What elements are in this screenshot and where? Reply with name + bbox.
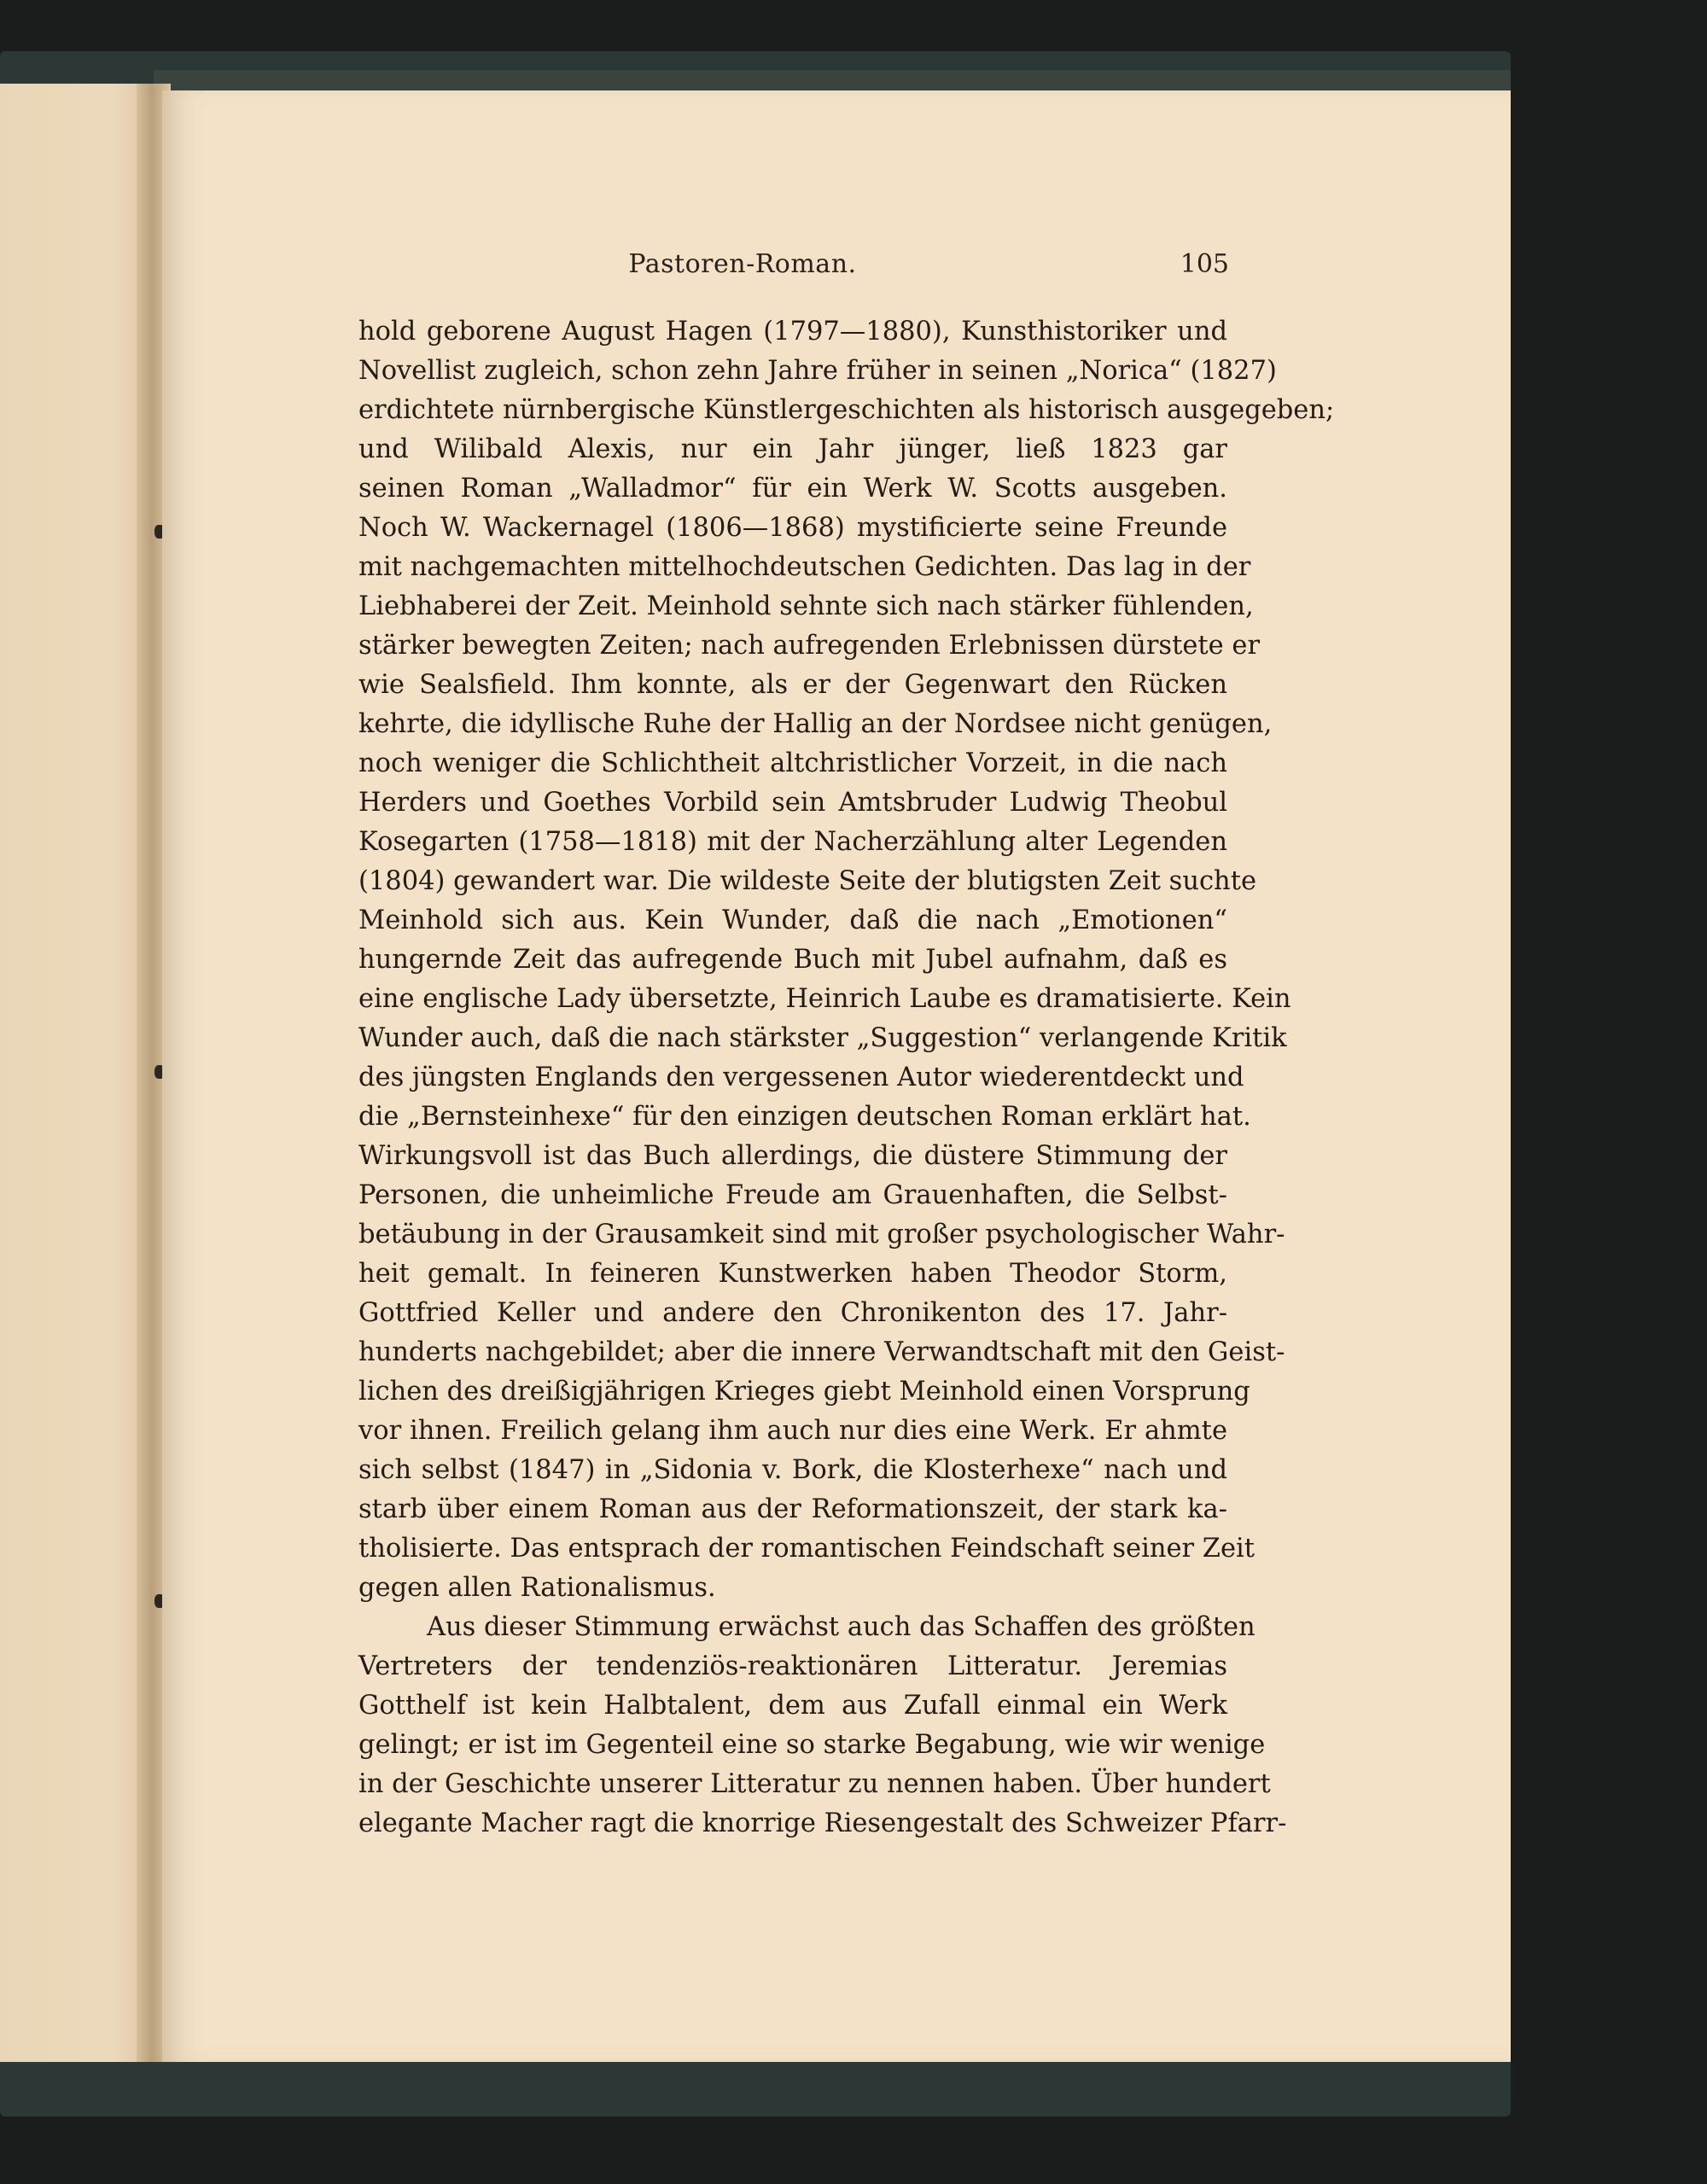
text-line: betäubung in der Grausamkeit sind mit großer psychologischer Wahr- bbox=[358, 1220, 1285, 1249]
page-number: 105 bbox=[1180, 249, 1229, 279]
text-line: Aus dieser Stimmung erwächst auch das Schaffen des größten bbox=[427, 1612, 1255, 1642]
text-line: gelingt; er ist im Gegenteil eine so starke Begabung, wie wir wenige bbox=[358, 1730, 1266, 1760]
text-line: (1804) gewandert war. Die wildeste Seite der blutigsten Zeit suchte bbox=[358, 866, 1257, 896]
text-line: elegante Macher ragt die knorrige Riesengestalt des Schweizer Pfarr- bbox=[358, 1808, 1287, 1838]
text-line: starb über einem Roman aus der Reformationszeit, der stark ka- bbox=[358, 1494, 1227, 1524]
text-line: gegen allen Rationalismus. bbox=[358, 1573, 716, 1603]
text-line: Personen, die unheimliche Freude am Grauenhaften, die Selbst- bbox=[358, 1180, 1227, 1210]
text-line: erdichtete nürnbergische Künstlergeschichten als historisch ausgegeben; bbox=[358, 395, 1335, 425]
running-title: Pastoren-Roman. bbox=[628, 249, 857, 279]
text-line: mit nachgemachten mittelhochdeutschen Gedichten. Das lag in der bbox=[358, 552, 1251, 582]
text-line: sich selbst (1847) in „Sidonia v. Bork, die Klosterhexe“ nach und bbox=[358, 1455, 1227, 1485]
text-line: des jüngsten Englands den vergessenen Autor wiederentdeckt und bbox=[358, 1063, 1244, 1092]
text-line: Liebhaberei der Zeit. Meinhold sehnte sich nach stärker fühlenden, bbox=[358, 591, 1254, 621]
text-line: Kosegarten (1758—1818) mit der Nacherzählung alter Legenden bbox=[358, 827, 1227, 857]
text-line: kehrte, die idyllische Ruhe der Hallig an der Nordsee nicht genügen, bbox=[358, 709, 1273, 739]
text-line: Wirkungsvoll ist das Buch allerdings, die düstere Stimmung der bbox=[358, 1141, 1227, 1171]
text-line: Gottfried Keller und andere den Chronikenton des 17. Jahr- bbox=[358, 1298, 1227, 1328]
text-line: hold geborene August Hagen (1797—1880), Kunsthistoriker und bbox=[358, 317, 1227, 347]
text-line: noch weniger die Schlichtheit altchristlicher Vorzeit, in die nach bbox=[358, 748, 1227, 778]
page-header bbox=[256, 249, 1229, 292]
text-line: seinen Roman „Walladmor“ für ein Werk W. Scotts ausgeben. bbox=[358, 474, 1227, 504]
body-text bbox=[358, 312, 1335, 1843]
text-line: Novellist zugleich, schon zehn Jahre früher in seinen „Norica“ (1827) bbox=[358, 356, 1277, 386]
text-line: Wunder auch, daß die nach stärkster „Suggestion“ verlangende Kritik bbox=[358, 1023, 1287, 1053]
text-line: heit gemalt. In feineren Kunstwerken haben Theodor Storm, bbox=[358, 1259, 1227, 1289]
text-line: lichen des dreißigjährigen Krieges giebt Meinhold einen Vorsprung bbox=[358, 1377, 1250, 1406]
text-line: Noch W. Wackernagel (1806—1868) mystificierte seine Freunde bbox=[358, 513, 1227, 543]
text-line: Vertreters der tendenziös-reaktionären Litteratur. Jeremias bbox=[358, 1651, 1227, 1681]
text-line: hunderts nachgebildet; aber die innere Verwandtschaft mit den Geist- bbox=[358, 1337, 1285, 1367]
text-line: eine englische Lady übersetzte, Heinrich Laube es dramatisierte. Kein bbox=[358, 984, 1291, 1014]
text-line: vor ihnen. Freilich gelang ihm auch nur dies eine Werk. Er ahmte bbox=[358, 1416, 1227, 1446]
text-line: tholisierte. Das entsprach der romantischen Feindschaft seiner Zeit bbox=[358, 1534, 1255, 1564]
text-line: in der Geschichte unserer Litteratur zu nennen haben. Über hundert bbox=[358, 1769, 1271, 1799]
text-line: die „Bernsteinhexe“ für den einzigen deutschen Roman erklärt hat. bbox=[358, 1102, 1251, 1132]
text-line: Herders und Goethes Vorbild sein Amtsbruder Ludwig Theobul bbox=[358, 788, 1227, 818]
text-line: Gotthelf ist kein Halbtalent, dem aus Zufall einmal ein Werk bbox=[358, 1691, 1227, 1721]
text-line: Meinhold sich aus. Kein Wunder, daß die nach „Emotionen“ bbox=[358, 906, 1227, 935]
text-line: stärker bewegten Zeiten; nach aufregenden Erlebnissen dürstete er bbox=[358, 631, 1261, 661]
text-line: wie Sealsfield. Ihm konnte, als er der Gegenwart den Rücken bbox=[358, 670, 1227, 700]
text-line: hungernde Zeit das aufregende Buch mit Jubel aufnahm, daß es bbox=[358, 945, 1227, 975]
text-line: und Wilibald Alexis, nur ein Jahr jünger, ließ 1823 gar bbox=[358, 434, 1227, 464]
